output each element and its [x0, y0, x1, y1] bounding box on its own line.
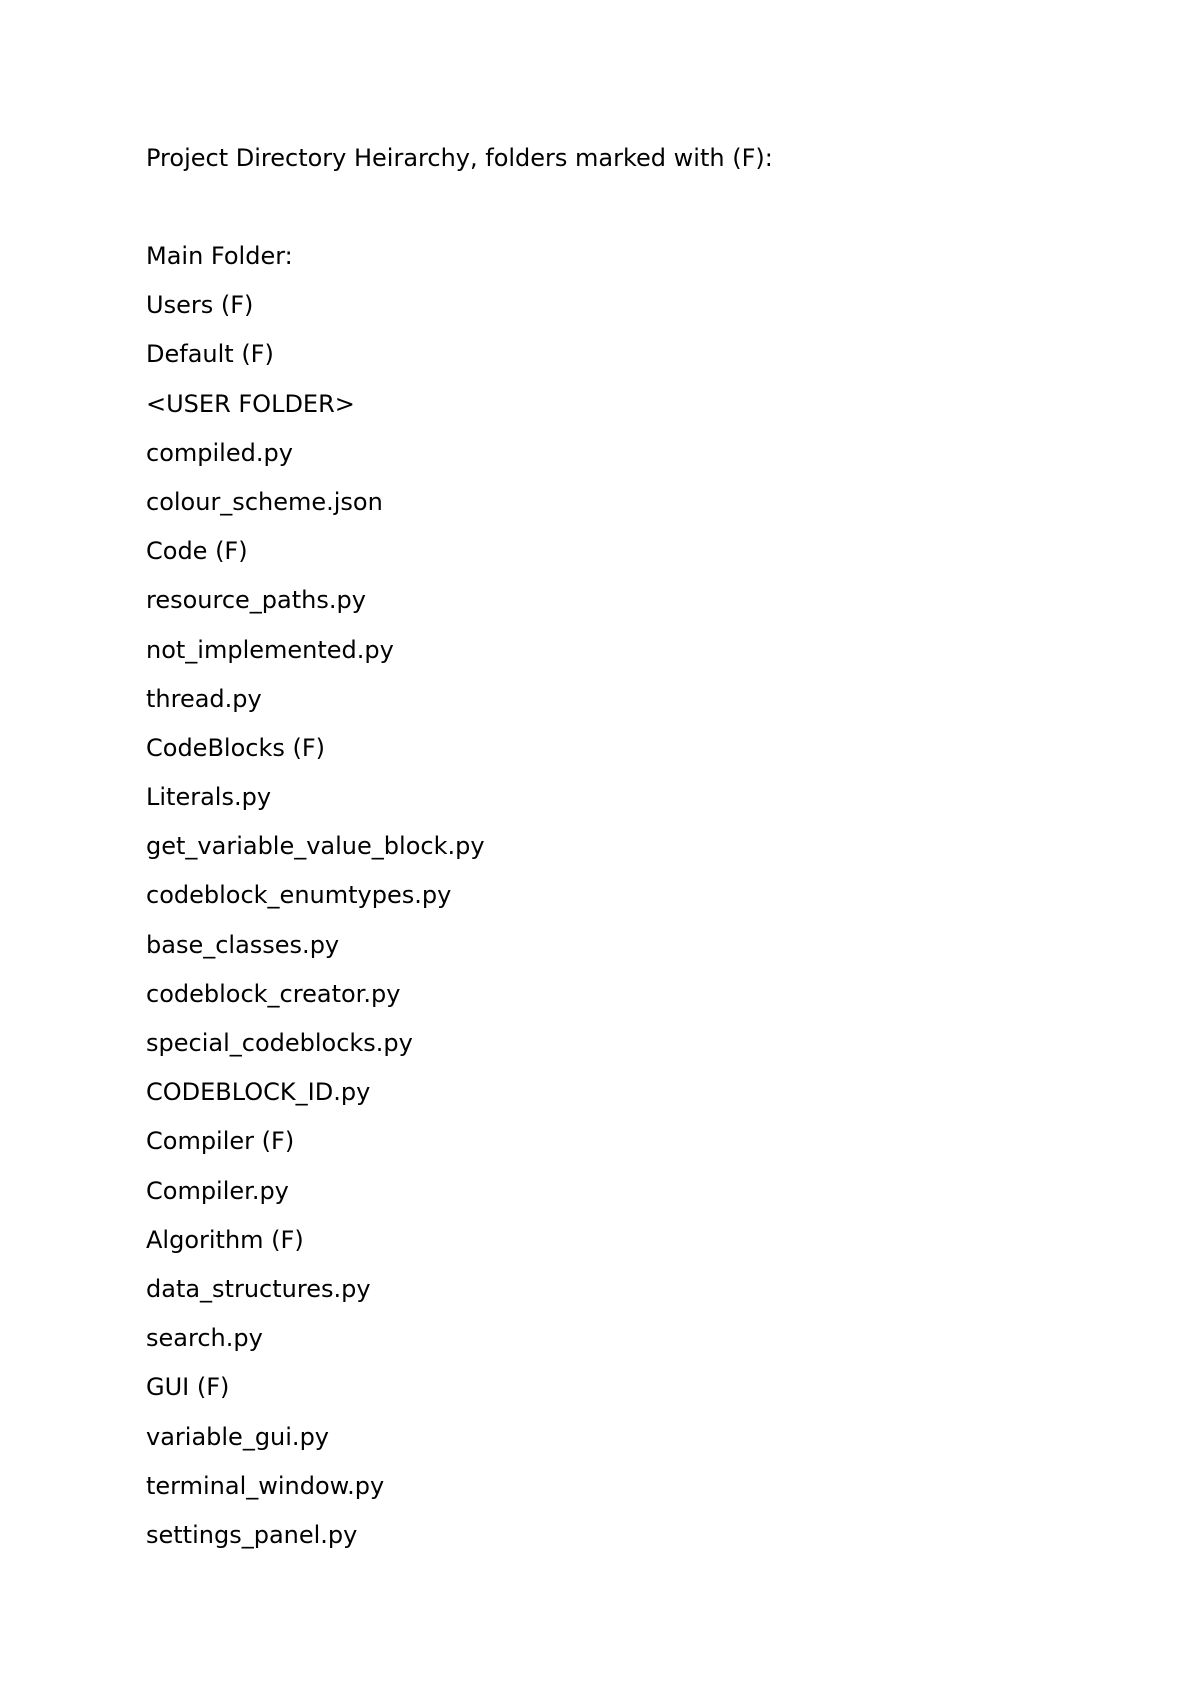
- document-heading: Project Directory Heirarchy, folders marked with (F):: [146, 144, 773, 172]
- directory-entry-file: base_classes.py: [146, 930, 340, 959]
- directory-entry-code-folder: Code (F): [146, 537, 248, 566]
- directory-entry-file: colour_scheme.json: [146, 487, 383, 516]
- directory-entry-file: get_variable_value_block.py: [146, 832, 485, 861]
- directory-entry-default-folder: Default (F): [146, 340, 274, 369]
- directory-entry-file: search.py: [146, 1324, 263, 1353]
- directory-entry-user-folder: <USER FOLDER>: [146, 389, 355, 418]
- directory-entry-users-folder: Users (F): [146, 291, 254, 320]
- directory-entry-file: Literals.py: [146, 783, 272, 812]
- directory-entry-main-folder: Main Folder:: [146, 242, 293, 270]
- directory-entry-file: codeblock_enumtypes.py: [146, 881, 452, 910]
- directory-entry-algorithm-folder: Algorithm (F): [146, 1225, 304, 1254]
- directory-entry-file: settings_panel.py: [146, 1520, 358, 1549]
- directory-entry-file: compiled.py: [146, 438, 293, 467]
- directory-entry-file: codeblock_creator.py: [146, 979, 401, 1008]
- directory-entry-file: thread.py: [146, 684, 262, 713]
- directory-entry-file: special_codeblocks.py: [146, 1029, 413, 1057]
- directory-entry-file: resource_paths.py: [146, 586, 366, 615]
- directory-entry-compiler-folder: Compiler (F): [146, 1127, 295, 1156]
- directory-entry-gui-folder: GUI (F): [146, 1373, 230, 1402]
- directory-entry-file: terminal_window.py: [146, 1471, 385, 1500]
- directory-entry-file: variable_gui.py: [146, 1422, 329, 1451]
- directory-entry-file: Compiler.py: [146, 1176, 289, 1205]
- directory-entry-file: CODEBLOCK_ID.py: [146, 1078, 371, 1107]
- directory-entry-codeblocks-folder: CodeBlocks (F): [146, 733, 326, 762]
- directory-entry-file: not_implemented.py: [146, 635, 394, 664]
- directory-entry-file: data_structures.py: [146, 1274, 371, 1303]
- directory-list: [146, 240, 485, 1568]
